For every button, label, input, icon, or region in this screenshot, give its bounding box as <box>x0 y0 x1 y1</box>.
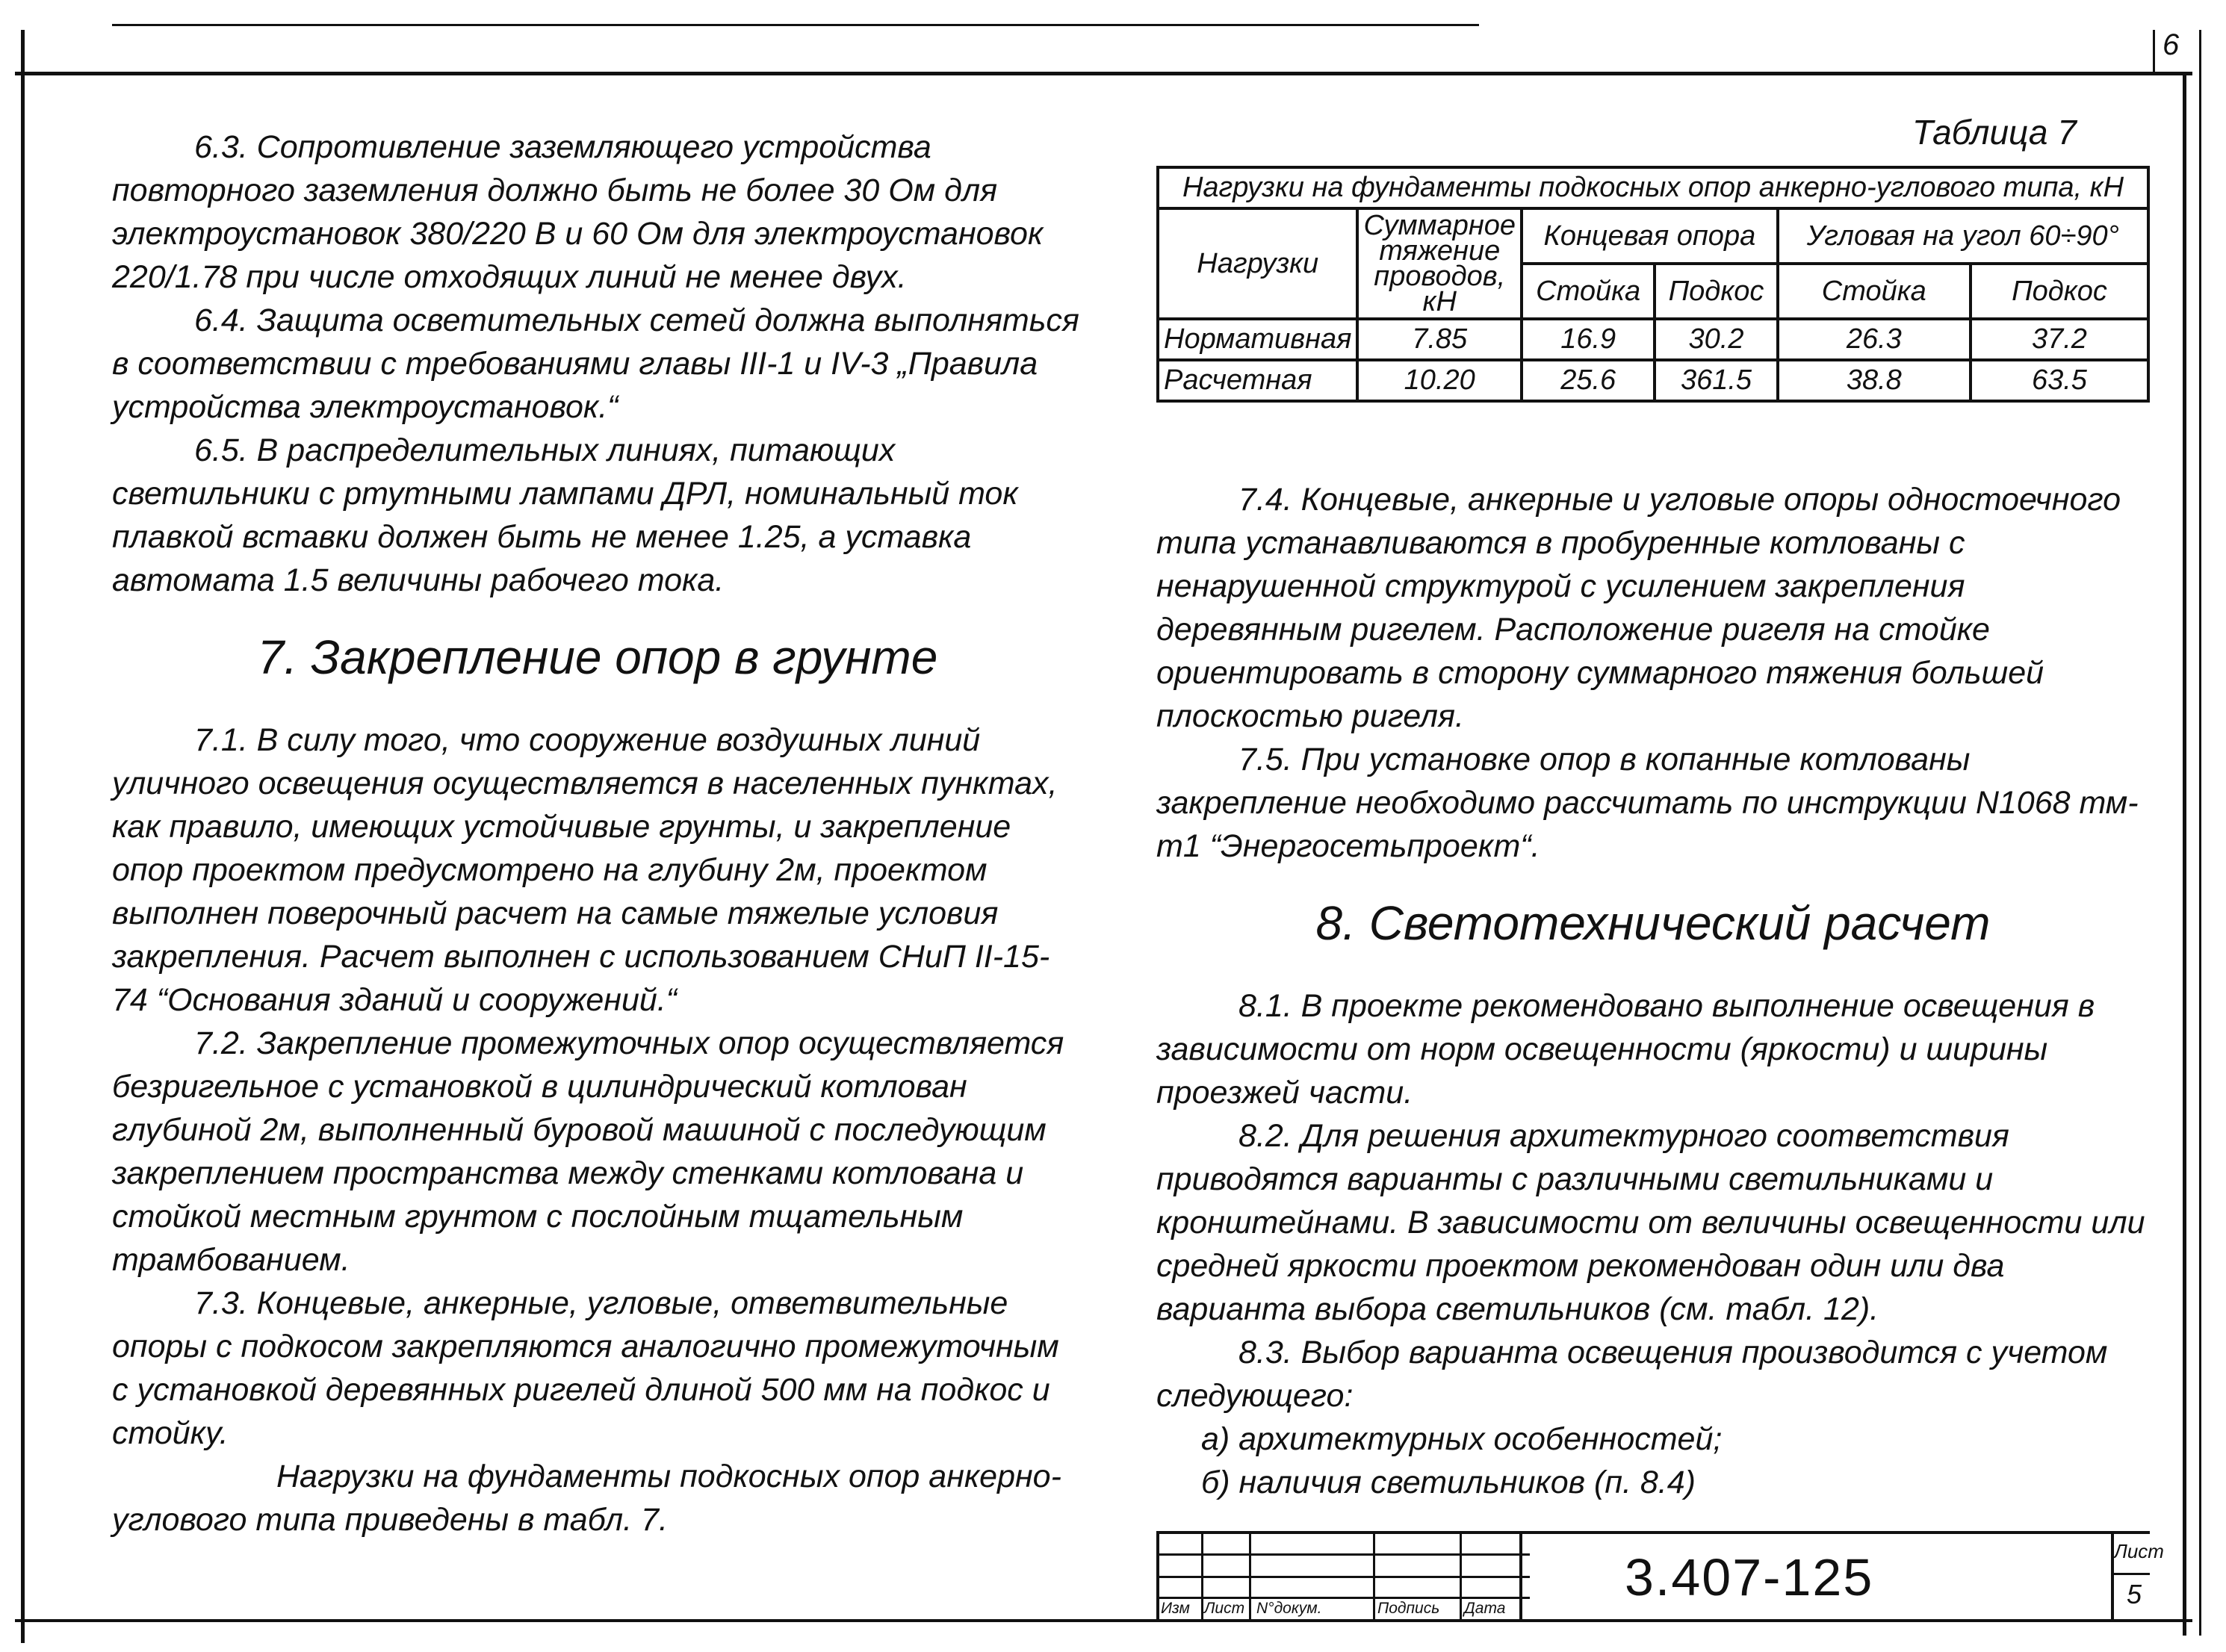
cell-end-post: 25.6 <box>1522 360 1655 401</box>
paragraph-7-4: 7.4. Концевые, анкерные и угловые опоры одностоечного типа устанавливаются в пробуренные котлованы с ненарушенной структурой с усилением закрепления деревянным ригелем. Расположение ригеля на стойке ориентировать в сторону суммарного тяжения большей плоскостью ригеля. <box>1156 482 2121 734</box>
table-row <box>1158 360 2148 401</box>
right-frame-line <box>2183 72 2186 1636</box>
cell-end-brace: 361.5 <box>1655 360 1777 401</box>
list-item: б) наличия светильников (п. 8.4) <box>1201 1465 1696 1500</box>
section-8-heading: 8. Светотехнический расчет <box>1315 896 1991 950</box>
table-7 <box>1156 166 2150 403</box>
top-thin-line <box>112 24 1479 26</box>
document-number: 3.407-125 <box>1625 1548 1874 1606</box>
table-row <box>1158 319 2148 360</box>
paragraph-7-2: 7.2. Закрепление промежуточных опор осуществляется безригельное с установкой в цилиндрический котлован глубиной 2м, выполненный буровой машиной с последующим закреплением пространства между стенками котлована и стойкой местным грунтом с послойным тщательным трамбованием. <box>112 1025 1064 1278</box>
paragraph-table-note: Нагрузки на фундаменты подкосных опор анкерно-углового типа приведены в табл. 7. <box>112 1459 1061 1538</box>
paragraph-7-5: 7.5. При установке опор в копанные котлованы закрепление необходимо рассчитать по инструкции N1068 тм-т1 “Энергосетьпроект“. <box>1156 742 2139 864</box>
title-block-label: Подпись <box>1377 1600 1440 1617</box>
paragraph-8-1: 8.1. В проекте рекомендовано выполнение освещения в зависимости от норм освещенности (яркости) и ширины проезжей части. <box>1156 988 2095 1111</box>
paragraph-6-5: 6.5. В распределительных линиях, питающих светильники с ртутными лампами ДРЛ, номинальный ток плавкой вставки должен быть не менее 1.25, а уставка автомата 1.5 величины рабочего тока. <box>112 432 1018 598</box>
group-header-end-pole: Концевая опора <box>1522 208 1778 264</box>
cell-total: 10.20 <box>1357 360 1522 401</box>
top-frame-line <box>15 72 2192 75</box>
paragraph-7-1: 7.1. В силу того, что сооружение воздушных линий уличного освещения осуществляется в населенных пунктах, как правило, имеющих устойчивые грунты, и закрепление опор проектом предусмотрено на глубину 2м, проектом выполнен поверочный расчет на самые тяжелые условия закрепления. Расчет выполнен с использованием СНиП II-15-74 “Основания зданий и сооружений.“ <box>112 722 1058 1018</box>
paragraph-8-3: 8.3. Выбор варианта освещения производится с учетом следующего: <box>1156 1335 2108 1414</box>
section-7-heading: 7. Закрепление опор в грунте <box>257 630 938 684</box>
cell-angle-brace: 63.5 <box>1971 360 2148 401</box>
title-block-label: Лист <box>1204 1600 1245 1617</box>
sub-header-brace: Подкос <box>1971 264 2148 319</box>
cell-end-post: 16.9 <box>1522 319 1655 360</box>
table-7-caption: Таблица 7 <box>1912 113 2077 152</box>
cell-angle-brace: 37.2 <box>1971 319 2148 360</box>
sub-header-post: Стойка <box>1778 264 1971 319</box>
paragraph-8-2: 8.2. Для решения архитектурного соответствия приводятся варианты с различными светильниками и кронштейнами. В зависимости от величины освещенности или средней яркости проектом рекомендован один или два варианта выбора светильников (см. табл. 12). <box>1156 1118 2145 1327</box>
left-column <box>112 125 1083 1541</box>
title-block-label: Изм <box>1161 1600 1190 1617</box>
sub-header-brace: Подкос <box>1655 264 1777 319</box>
title-block-label: N°докум. <box>1256 1600 1322 1617</box>
sub-header-post: Стойка <box>1522 264 1655 319</box>
row-label: Расчетная <box>1158 360 1357 401</box>
paragraph-7-3: 7.3. Концевые, анкерные, угловые, ответвительные опоры с подкосом закрепляются аналогично промежуточным с установкой деревянных ригелей длиной 500 мм на подкос и стойку. <box>112 1285 1059 1451</box>
sheet-label: Лист <box>2114 1540 2164 1562</box>
row-label: Нормативная <box>1158 319 1357 360</box>
paragraph-6-4: 6.4. Защита осветительных сетей должна выполняться в соответствии с требованиями главы III-1 и IV-3 „Правила устройства электроустановок.“ <box>112 302 1079 425</box>
col-header-total-tension: Суммарное тяжение проводов, кН <box>1357 208 1522 319</box>
corner-divider <box>2153 30 2155 75</box>
cell-angle-post: 38.8 <box>1778 360 1971 401</box>
right-edge-line <box>2199 30 2201 1636</box>
group-header-angle-pole: Угловая на угол 60÷90° <box>1778 208 2148 264</box>
corner-page-number: 6 <box>2163 28 2180 61</box>
title-block-label: Дата <box>1464 1600 1506 1617</box>
left-frame-line <box>21 30 25 1643</box>
cell-angle-post: 26.3 <box>1778 319 1971 360</box>
paragraph-6-3: 6.3. Сопротивление заземляющего устройства повторного заземления должно быть не более 30 Ом для электроустановок 380/220 В и 60 Ом для электроустановок 220/1.78 при числе отходящих линий не менее двух. <box>112 129 1044 295</box>
sheet-number: 5 <box>2127 1579 2142 1609</box>
table-7-title: Нагрузки на фундаменты подкосных опор анкерно-углового типа, кН <box>1158 167 2148 208</box>
list-item: а) архитектурных особенностей; <box>1201 1421 1723 1457</box>
cell-total: 7.85 <box>1357 319 1522 360</box>
conditions-list <box>1156 1417 2150 1504</box>
col-header-loads: Нагрузки <box>1158 208 1357 319</box>
cell-end-brace: 30.2 <box>1655 319 1777 360</box>
right-column <box>1156 478 2150 1504</box>
